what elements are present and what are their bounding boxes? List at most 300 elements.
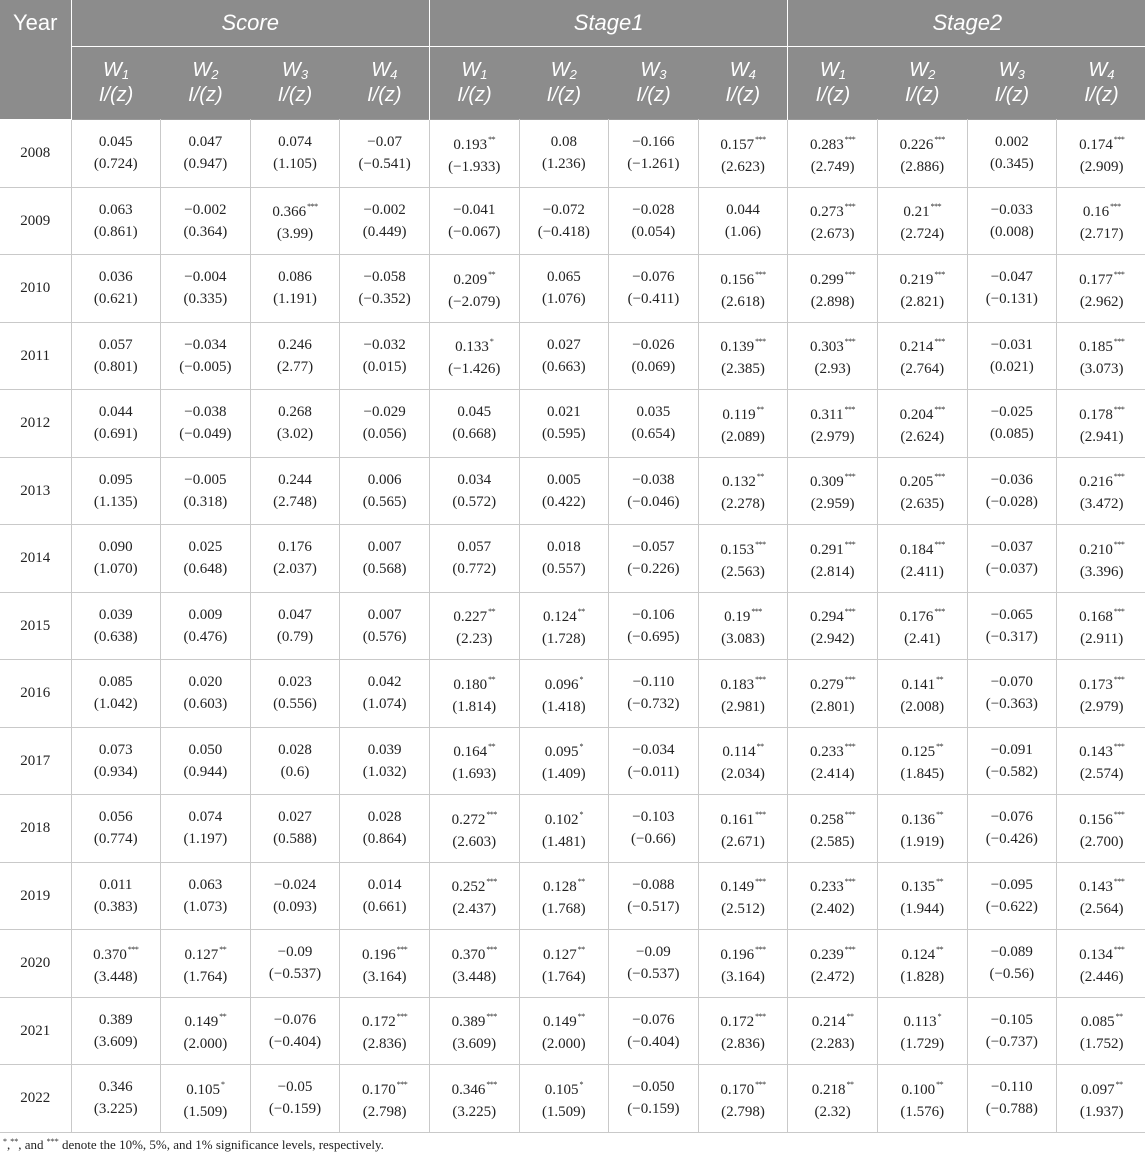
coefficient-value: 0.218 — [811, 1081, 846, 1098]
weight-index: 3 — [300, 67, 309, 82]
table-cell — [609, 255, 699, 323]
coefficient-value: 0.389 — [98, 1011, 133, 1028]
z-statistic: (2.402) — [810, 901, 855, 918]
coefficient-value: 0.173 — [1079, 676, 1113, 693]
significance-stars: ** — [577, 944, 585, 954]
z-statistic: (−0.517) — [627, 898, 680, 915]
coefficient-value: −0.025 — [990, 404, 1033, 421]
coefficient-value: 0.085 — [1080, 1014, 1115, 1031]
coefficient-value: 0.216 — [1079, 474, 1113, 491]
coefficient-value: −0.024 — [273, 876, 317, 893]
weight-header — [609, 47, 699, 120]
table-cell — [788, 120, 878, 188]
table-row — [0, 660, 1145, 728]
z-statistic: (−0.737) — [985, 1033, 1038, 1050]
coefficient-value: −0.033 — [990, 201, 1033, 218]
significance-note — [3, 1137, 384, 1153]
significance-stars: *** — [934, 404, 945, 414]
z-statistic: (−0.537) — [627, 966, 680, 983]
coefficient-value: 0.178 — [1079, 406, 1113, 423]
z-statistic: (1.197) — [183, 831, 228, 848]
coefficient-value: 0.124 — [901, 946, 936, 963]
coefficient-value: 0.086 — [278, 269, 312, 286]
coefficient-value: 0.21 — [903, 204, 930, 221]
z-statistic: (1.693) — [452, 766, 497, 783]
table-cell — [71, 997, 161, 1065]
coefficient-value: 0.057 — [98, 336, 133, 353]
z-statistic: (1.937) — [1079, 1103, 1124, 1120]
table-cell — [519, 997, 609, 1065]
year-cell: 2012 — [0, 390, 71, 458]
z-statistic: (2.748) — [273, 493, 317, 510]
table-cell — [519, 120, 609, 188]
table-cell — [250, 930, 340, 998]
coefficient-value: 0.184 — [899, 541, 934, 558]
significance-stars: *** — [844, 404, 855, 414]
table-cell — [519, 457, 609, 525]
coefficient-value: 0.102 — [544, 811, 579, 828]
coefficient-value: 0.134 — [1079, 946, 1113, 963]
table-cell — [788, 862, 878, 930]
significance-stars: *** — [844, 134, 856, 144]
table-header — [0, 0, 1145, 120]
weight-symbol: W — [729, 59, 749, 81]
table-cell — [698, 660, 788, 728]
weight-index: 1 — [480, 67, 488, 82]
coefficient-value: 0.143 — [1079, 879, 1113, 896]
table-cell — [429, 120, 519, 188]
coefficient-value: −0.004 — [184, 269, 227, 286]
significance-stars: *** — [934, 472, 945, 482]
coefficient-value: 0.035 — [636, 404, 671, 421]
coefficient-value: −0.091 — [990, 741, 1033, 758]
table-row — [0, 390, 1145, 458]
coefficient-value: 0.309 — [810, 474, 844, 491]
coefficient-value: 0.009 — [188, 606, 223, 623]
z-statistic: (−0.037) — [985, 561, 1038, 578]
group-header-score: Score — [71, 0, 429, 47]
coefficient-value: 0.346 — [451, 1081, 486, 1098]
year-cell: 2017 — [0, 727, 71, 795]
table-row — [0, 255, 1145, 323]
significance-stars: ** — [488, 269, 496, 279]
weight-symbol: W — [640, 59, 660, 81]
z-statistic: (1.764) — [183, 968, 228, 985]
z-statistic: (3.164) — [721, 968, 765, 985]
coefficient-value: 0.023 — [278, 674, 312, 691]
significance-stars: *** — [844, 539, 856, 549]
coefficient-value: −0.057 — [632, 539, 675, 556]
z-statistic: (1.076) — [541, 291, 586, 308]
statistic-label: I/(z) — [1084, 84, 1119, 106]
z-statistic: (2.93) — [814, 361, 851, 378]
significance-stars: *** — [844, 809, 856, 819]
significance-stars: *** — [930, 202, 942, 212]
weight-index: 1 — [121, 67, 130, 82]
z-statistic: (0.861) — [93, 223, 138, 240]
table-cell — [161, 862, 251, 930]
coefficient-value: 0.039 — [98, 606, 133, 623]
table-cell — [788, 255, 878, 323]
z-statistic: (−0.226) — [627, 561, 680, 578]
table-cell — [340, 862, 430, 930]
z-statistic: (2.278) — [721, 496, 765, 513]
significance-stars: ** — [756, 404, 764, 414]
weight-header — [519, 47, 609, 120]
significance-stars: * — [579, 1079, 583, 1089]
z-statistic: (1.236) — [541, 156, 586, 173]
table-cell — [340, 120, 430, 188]
table-cell — [967, 187, 1057, 255]
coefficient-value: 0.063 — [98, 201, 133, 218]
coefficient-value: 0.133 — [455, 339, 489, 356]
significance-stars: *** — [755, 944, 766, 954]
z-statistic: (1.944) — [900, 901, 945, 918]
coefficient-value: −0.038 — [632, 471, 675, 488]
z-statistic: (0.724) — [93, 156, 138, 173]
table-cell — [1057, 390, 1145, 458]
weight-index: 3 — [659, 67, 667, 82]
coefficient-value: 0.097 — [1080, 1081, 1115, 1098]
significance-stars: *** — [755, 1079, 766, 1089]
z-statistic: (2.749) — [810, 158, 855, 175]
significance-stars: *** — [1113, 337, 1125, 347]
table-cell — [340, 727, 430, 795]
table-cell — [788, 727, 878, 795]
z-statistic: (−1.261) — [627, 156, 680, 173]
table-cell — [429, 997, 519, 1065]
coefficient-value: 0.136 — [901, 811, 936, 828]
statistic-label: I/(z) — [367, 84, 402, 106]
z-statistic: (1.828) — [900, 968, 945, 985]
coefficient-value: 0.034 — [457, 471, 492, 488]
table-cell — [967, 997, 1057, 1065]
table-cell — [161, 997, 251, 1065]
z-statistic: (2.724) — [900, 226, 945, 243]
coefficient-value: 0.050 — [188, 741, 223, 758]
z-statistic: (0.069) — [631, 358, 676, 375]
table-cell — [519, 255, 609, 323]
table-cell — [1057, 795, 1145, 863]
z-statistic: (2.942) — [810, 631, 855, 648]
z-statistic: (2.008) — [900, 698, 945, 715]
significance-stars: *** — [396, 1012, 408, 1022]
year-cell: 2019 — [0, 862, 71, 930]
table-cell — [161, 457, 251, 525]
significance-stars: * — [221, 1079, 225, 1089]
year-cell: 2015 — [0, 592, 71, 660]
coefficient-value: 0.057 — [457, 539, 492, 556]
z-statistic: (0.015) — [362, 358, 407, 375]
table-cell — [788, 930, 878, 998]
table-cell — [161, 930, 251, 998]
significance-stars: *** — [1113, 877, 1125, 887]
coefficient-value: 0.370 — [93, 946, 127, 963]
table-cell — [250, 525, 340, 593]
z-statistic: (2.798) — [721, 1103, 765, 1120]
table-cell — [161, 525, 251, 593]
table-row — [0, 727, 1145, 795]
z-statistic: (0.565) — [362, 493, 407, 510]
z-statistic: (2.764) — [900, 361, 945, 378]
coefficient-value: 0.074 — [278, 134, 312, 151]
statistic-label: I/(z) — [815, 84, 851, 106]
significance-stars: *** — [1113, 742, 1125, 752]
significance-stars: *** — [1113, 944, 1125, 954]
z-statistic: (2.585) — [810, 833, 855, 850]
z-statistic: (0.345) — [989, 156, 1034, 173]
coefficient-value: 0.291 — [810, 541, 844, 558]
table-cell — [967, 930, 1057, 998]
table-cell — [609, 727, 699, 795]
coefficient-value: 0.141 — [901, 676, 936, 693]
coefficient-value: −0.026 — [632, 336, 675, 353]
z-statistic: (3.073) — [1079, 361, 1124, 378]
z-statistic: (2.717) — [1079, 226, 1124, 243]
coefficient-value: 0.252 — [451, 879, 486, 896]
coefficient-value: 0.193 — [453, 136, 488, 153]
z-statistic: (3.083) — [721, 631, 765, 648]
z-statistic: (1.845) — [900, 766, 945, 783]
table-cell — [519, 525, 609, 593]
table-cell — [429, 862, 519, 930]
z-statistic: (2.821) — [900, 293, 945, 310]
z-statistic: (2.624) — [900, 428, 945, 445]
z-statistic: (2.32) — [814, 1103, 851, 1120]
table-body — [0, 120, 1145, 1133]
significance-stars: *** — [1113, 809, 1125, 819]
table-cell — [1057, 930, 1145, 998]
table-cell — [340, 390, 430, 458]
table-cell — [519, 862, 609, 930]
coefficient-value: 0.005 — [546, 471, 581, 488]
significance-stars: ** — [936, 809, 944, 819]
table-cell — [967, 457, 1057, 525]
table-cell — [340, 255, 430, 323]
table-cell — [698, 727, 788, 795]
year-header: Year — [0, 0, 71, 120]
z-statistic: (1.576) — [900, 1103, 945, 1120]
z-statistic: (3.225) — [452, 1103, 497, 1120]
coefficient-value: 0.065 — [546, 269, 581, 286]
group-header-stage1: Stage1 — [429, 0, 787, 47]
table-cell — [71, 727, 161, 795]
significance-stars: ** — [488, 607, 496, 617]
weight-header — [877, 47, 967, 120]
significance-stars: *** — [755, 877, 766, 887]
table-cell — [609, 997, 699, 1065]
z-statistic: (1.032) — [362, 763, 407, 780]
coefficient-value: −0.058 — [363, 269, 406, 286]
table-cell — [519, 660, 609, 728]
table-cell — [1057, 727, 1145, 795]
z-statistic: (0.054) — [631, 223, 676, 240]
table-cell — [1057, 457, 1145, 525]
z-statistic: (−0.028) — [985, 493, 1038, 510]
coefficient-value: 0.233 — [810, 879, 844, 896]
z-statistic: (1.481) — [541, 833, 586, 850]
coefficient-value: 0.210 — [1079, 541, 1113, 558]
table-cell — [1057, 120, 1145, 188]
statistic-label: I/(z) — [188, 84, 223, 106]
z-statistic: (2.472) — [810, 968, 855, 985]
z-statistic: (3.448) — [93, 968, 138, 985]
z-statistic: (0.934) — [93, 763, 138, 780]
table-cell — [877, 660, 967, 728]
coefficient-value: −0.038 — [184, 404, 227, 421]
table-cell — [877, 997, 967, 1065]
table-cell — [340, 1065, 430, 1133]
significance-stars: *** — [934, 134, 945, 144]
z-statistic: (0.638) — [93, 628, 138, 645]
table-cell — [71, 862, 161, 930]
z-statistic: (0.008) — [989, 223, 1034, 240]
weight-symbol: W — [1088, 59, 1108, 81]
coefficient-value: −0.110 — [991, 1079, 1033, 1096]
significance-stars: ** — [488, 742, 496, 752]
table-cell — [698, 525, 788, 593]
table-cell — [1057, 525, 1145, 593]
weight-symbol: W — [461, 59, 481, 81]
significance-stars: *** — [307, 202, 318, 212]
z-statistic: (1.073) — [183, 898, 228, 915]
statistic-label: I/(z) — [277, 84, 313, 106]
table-row — [0, 795, 1145, 863]
z-statistic: (−0.363) — [985, 696, 1038, 713]
table-cell — [1057, 862, 1145, 930]
significance-stars: *** — [844, 674, 856, 684]
table-cell — [161, 255, 251, 323]
significance-stars: ** — [936, 674, 944, 684]
coefficient-value: 0.172 — [361, 1014, 396, 1031]
table-cell — [519, 187, 609, 255]
table-row — [0, 120, 1145, 188]
significance-stars: * — [937, 1012, 942, 1022]
coefficient-value: 0.128 — [542, 879, 577, 896]
z-statistic: (1.509) — [183, 1103, 228, 1120]
table-cell — [340, 525, 430, 593]
coefficient-value: −0.09 — [277, 944, 313, 961]
z-statistic: (1.509) — [541, 1103, 586, 1120]
weight-header — [1057, 47, 1145, 120]
table-cell — [340, 457, 430, 525]
coefficient-value: 0.370 — [451, 946, 486, 963]
coefficient-value: 0.177 — [1079, 271, 1113, 288]
coefficient-value: 0.139 — [720, 339, 755, 356]
significance-stars: *** — [755, 539, 766, 549]
table-cell — [788, 322, 878, 390]
table-cell — [250, 390, 340, 458]
significance-stars: ** — [756, 742, 764, 752]
z-statistic: (−0.159) — [627, 1101, 680, 1118]
z-statistic: (0.557) — [541, 561, 586, 578]
coefficient-value: 0.006 — [367, 471, 402, 488]
coefficient-value: 0.025 — [188, 539, 223, 556]
weight-symbol: W — [909, 59, 929, 81]
z-statistic: (0.383) — [93, 898, 138, 915]
table-row — [0, 525, 1145, 593]
statistic-label: I/(z) — [457, 84, 492, 106]
table-cell — [429, 930, 519, 998]
table-cell — [519, 322, 609, 390]
coefficient-value: 0.161 — [720, 811, 755, 828]
table-cell — [788, 1065, 878, 1133]
coefficient-value: 0.283 — [810, 136, 844, 153]
significance-stars: *** — [1113, 134, 1125, 144]
coefficient-value: −0.110 — [632, 674, 675, 691]
z-statistic: (−0.131) — [985, 291, 1038, 308]
table-cell — [877, 120, 967, 188]
coefficient-value: 0.311 — [810, 406, 844, 423]
weight-header — [967, 47, 1057, 120]
z-statistic: (−2.079) — [448, 293, 501, 310]
significance-stars: *** — [486, 877, 497, 887]
coefficient-value: 0.170 — [720, 1081, 755, 1098]
z-statistic: (2.909) — [1079, 158, 1124, 175]
table-cell — [340, 322, 430, 390]
year-cell: 2010 — [0, 255, 71, 323]
weight-header — [250, 47, 340, 120]
table-cell — [1057, 322, 1145, 390]
table-cell — [877, 592, 967, 660]
z-statistic: (2.979) — [810, 428, 855, 445]
z-statistic: (0.691) — [93, 426, 138, 443]
coefficient-value: 0.105 — [544, 1081, 579, 1098]
z-statistic: (2.979) — [1079, 698, 1124, 715]
significance-stars: *** — [755, 134, 766, 144]
weight-symbol: W — [550, 59, 570, 81]
z-statistic: (0.595) — [541, 426, 586, 443]
coefficient-value: 0.113 — [903, 1014, 937, 1031]
coefficient-value: 0.027 — [546, 336, 581, 353]
z-statistic: (2.959) — [810, 496, 855, 513]
table-cell — [250, 187, 340, 255]
table-cell — [519, 390, 609, 458]
table-cell — [788, 660, 878, 728]
z-statistic: (2.411) — [900, 563, 944, 580]
significance-stars: ** — [936, 944, 944, 954]
z-statistic: (2.836) — [362, 1036, 407, 1053]
table-cell — [250, 727, 340, 795]
z-statistic: (2.414) — [810, 766, 855, 783]
z-statistic: (2.446) — [1079, 968, 1124, 985]
table-cell — [250, 1065, 340, 1133]
table-cell — [250, 322, 340, 390]
weight-index: 3 — [1017, 67, 1025, 82]
significance-stars: *** — [751, 607, 762, 617]
table-cell — [429, 1065, 519, 1133]
weight-index: 2 — [569, 67, 577, 82]
coefficient-value: 0.196 — [361, 946, 396, 963]
weight-header — [788, 47, 878, 120]
table-cell — [340, 795, 430, 863]
table-cell — [429, 255, 519, 323]
z-statistic: (2.798) — [362, 1103, 407, 1120]
coefficient-value: 0.180 — [453, 676, 488, 693]
significance-stars: ** — [488, 674, 496, 684]
z-statistic: (2.700) — [1079, 833, 1124, 850]
significance-stars: ** — [756, 472, 764, 482]
coefficient-value: −0.105 — [990, 1011, 1033, 1028]
coefficient-value: 0.132 — [722, 474, 756, 491]
coefficient-value: 0.095 — [544, 744, 579, 761]
z-statistic: (−0.418) — [537, 223, 590, 240]
significance-stars: ** — [577, 877, 585, 887]
z-statistic: (−0.317) — [985, 628, 1038, 645]
z-statistic: (3.448) — [452, 968, 497, 985]
table-cell — [340, 660, 430, 728]
table-cell — [788, 795, 878, 863]
